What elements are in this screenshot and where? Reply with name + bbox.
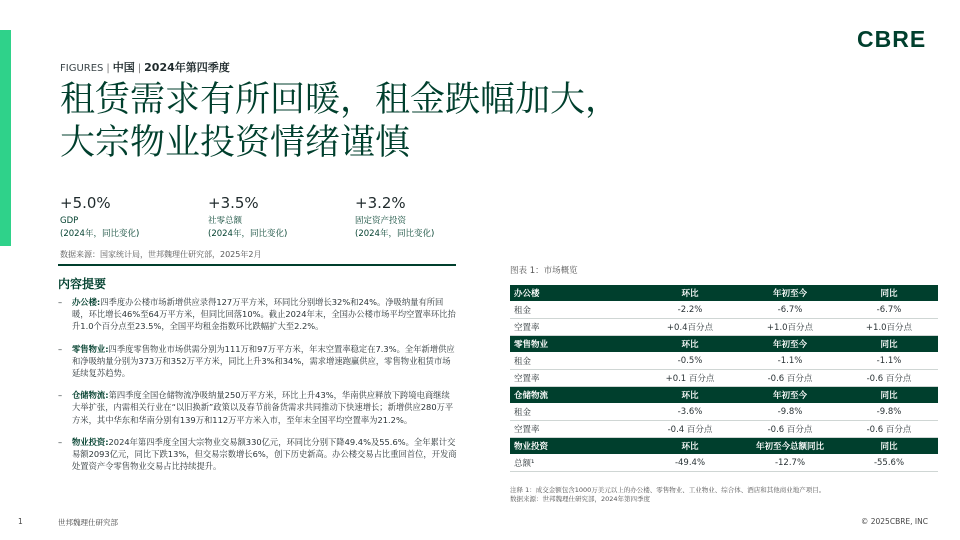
- kpi-label: 社零总额: [208, 216, 243, 226]
- table-cell: +1.0百分点: [740, 319, 840, 336]
- summary-item-text: 2024年第四季度全国大宗物业交易额330亿元，环同比分别下降49.4%及55.6%。全年累计交易额2093亿元，同比下跌13%，但交易宗数增长6%，创下历史新高。办公楼交易占比重回首位，开发商处置资产令零售物业交易占比持续提升。: [72, 436, 457, 472]
- market-overview-table: [510, 285, 938, 472]
- table-source: 数据来源：世邦魏理仕研究部，2024年第四季度: [510, 495, 651, 503]
- accent-bar: [0, 30, 11, 246]
- table-cell: -6.7%: [840, 302, 938, 319]
- section-header-office: [510, 285, 938, 302]
- kicker-period: 2024年第四季度: [144, 61, 230, 74]
- kpi-value: +5.0%: [60, 194, 111, 212]
- kpi-sub: (2024年，同比变化): [208, 229, 288, 239]
- col-header: 年初至今: [740, 336, 840, 353]
- table-row: [510, 455, 938, 472]
- row-label: 租金: [510, 302, 640, 319]
- row-label: 空置率: [510, 421, 640, 438]
- section-name: 物业投资: [510, 438, 640, 455]
- section-header-retail: [510, 336, 938, 353]
- table-cell: +0.4百分点: [640, 319, 740, 336]
- col-header: 年初至今: [740, 285, 840, 302]
- col-header: 年初至今总额同比: [740, 438, 840, 455]
- summary-item-label: 物业投资:: [72, 436, 109, 447]
- table-row: [510, 370, 938, 387]
- table-cell: -0.4 百分点: [640, 421, 740, 438]
- col-header: 同比: [840, 336, 938, 353]
- row-label: 租金: [510, 353, 640, 370]
- kicker: FIGURES | 中国 | 2024年第四季度: [60, 61, 230, 74]
- summary-list: [58, 296, 458, 482]
- footer-copyright: © 2025CBRE, INC: [860, 517, 928, 526]
- summary-item-label: 办公楼:: [72, 297, 101, 307]
- table-row: [510, 353, 938, 370]
- kicker-region: 中国: [112, 61, 135, 74]
- kpi-sub: (2024年，同比变化): [355, 229, 435, 239]
- summary-item-office: [58, 296, 458, 333]
- page-number: 1: [18, 517, 23, 526]
- table-cell: -1.1%: [840, 353, 938, 370]
- table-cell: -49.4%: [640, 455, 740, 472]
- table-note: 注释 1：成交金额包含1000万美元以上的办公楼、零售物业、工业物业、综合体、酒店和其他商业地产项目。: [510, 486, 826, 494]
- table-row: [510, 421, 938, 438]
- section-divider: [58, 264, 456, 266]
- title-line-1: 租赁需求有所回暖，租金跌幅加大，: [60, 80, 621, 120]
- kpi-source: 数据来源：国家统计局，世邦魏理仕研究部，2025年2月: [60, 250, 262, 259]
- table-cell: -0.6 百分点: [840, 421, 938, 438]
- section-header-investment: [510, 438, 938, 455]
- col-header: 同比: [840, 438, 938, 455]
- table-cell: -1.1%: [740, 353, 840, 370]
- table-cell: -0.6 百分点: [740, 370, 840, 387]
- kpi-retail-sales: [208, 193, 338, 241]
- table-row: [510, 404, 938, 421]
- table-row: [510, 302, 938, 319]
- section-name: 零售物业: [510, 336, 640, 353]
- table-cell: -0.6 百分点: [840, 370, 938, 387]
- section-header-logistics: [510, 387, 938, 404]
- kpi-fixed-asset-investment: [355, 193, 485, 241]
- summary-item-label: 零售物业:: [72, 343, 109, 354]
- title-line-2: 大宗物业投资情绪谨慎: [60, 123, 411, 163]
- col-header: 年初至今: [740, 387, 840, 404]
- cbre-logo: CBRE: [857, 26, 927, 52]
- kpi-sub: (2024年，同比变化): [60, 229, 140, 239]
- col-header: 环比: [640, 438, 740, 455]
- table-cell: +0.1 百分点: [640, 370, 740, 387]
- summary-heading: 内容提要: [58, 277, 107, 291]
- kpi-value: +3.5%: [208, 194, 259, 212]
- kpi-label: GDP: [60, 216, 79, 226]
- kicker-figures: FIGURES: [60, 63, 104, 74]
- table-caption: 图表 1：市场概览: [510, 266, 578, 276]
- col-header: 环比: [640, 387, 740, 404]
- col-header: 同比: [840, 285, 938, 302]
- table-cell: -0.5%: [640, 353, 740, 370]
- table-cell: -9.8%: [740, 404, 840, 421]
- summary-item-text: 第四季度全国仓储物流净吸纳量250万平方米，环比上升43%，华南供应释放下跨境电商继续大举扩张，内需相关行业在“以旧换新”政策以及春节前备货需求共同推动下快速增长；新增供应280万平方米，其中华东和华南分别有139万和112万平方米入市，至年末全国平均空置率为21.2%。: [72, 390, 454, 425]
- row-label: 总额¹: [510, 455, 640, 472]
- summary-item-label: 仓储物流:: [72, 390, 109, 401]
- col-header: 环比: [640, 336, 740, 353]
- table-row: [510, 319, 938, 336]
- col-header: 环比: [640, 285, 740, 302]
- page-title: [60, 79, 700, 165]
- summary-item-text: 四季度办公楼市场新增供应录得127万平方米，环同比分别增长32%和24%。净吸纳量有所回暖，环比增长46%至64万平方米，但同比回落10%。截止2024年末，全国办公楼市场平均空置率环比抬升1.0个百分点至23.5%，全国平均租金指数环比跌幅扩大至2.2%。: [72, 297, 456, 332]
- table-cell: -55.6%: [840, 455, 938, 472]
- table-cell: -6.7%: [740, 302, 840, 319]
- summary-item-investment: [58, 436, 458, 473]
- table-cell: -9.8%: [840, 404, 938, 421]
- summary-item-logistics: [58, 389, 458, 426]
- kpi-label: 固定资产投资: [355, 216, 407, 226]
- table-cell: -0.6 百分点: [740, 421, 840, 438]
- table-cell: -3.6%: [640, 404, 740, 421]
- row-label: 空置率: [510, 319, 640, 336]
- table-cell: -2.2%: [640, 302, 740, 319]
- section-name: 仓储物流: [510, 387, 640, 404]
- footer-org: 世邦魏理仕研究部: [58, 518, 118, 527]
- row-label: 空置率: [510, 370, 640, 387]
- col-header: 同比: [840, 387, 938, 404]
- table-notes: [510, 486, 940, 504]
- row-label: 租金: [510, 404, 640, 421]
- section-name: 办公楼: [510, 285, 640, 302]
- kpi-value: +3.2%: [355, 194, 406, 212]
- table-cell: -12.7%: [740, 455, 840, 472]
- kpi-gdp: [60, 193, 190, 241]
- table-cell: +1.0百分点: [840, 319, 938, 336]
- summary-item-retail: [58, 343, 458, 380]
- summary-item-text: 四季度零售物业市场供需分别为111万和97万平方米，年末空置率稳定在7.3%。全年新增供应和净吸纳量分别为373万和352万平方米，同比上升3%和34%，需求增速跑赢供应，零售物业租赁市场延续复苏趋势。: [72, 343, 455, 379]
